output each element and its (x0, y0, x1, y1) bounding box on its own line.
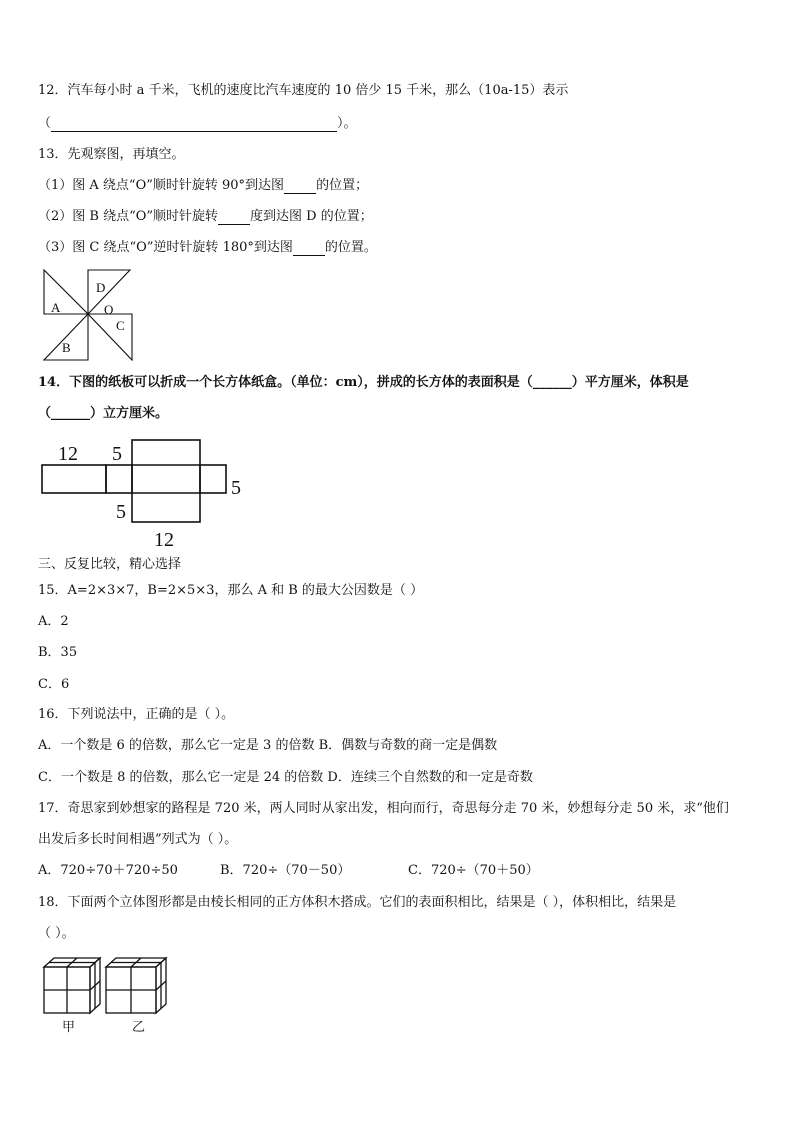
q14-line1: 14．下图的纸板可以折成一个长方体纸盒。（单位：cm），拼成的长方体的表面积是（______）平方厘米，体积是 (38, 375, 689, 390)
q13-item1-text-a: （1）图 A 绕点“O”顺时针旋转 90°到达图 (38, 178, 285, 193)
q13-item2-text-b: 度到达图 D 的位置； (250, 209, 373, 224)
dim-label-bottom: 12 (154, 529, 174, 551)
label-jia: 甲 (62, 1019, 76, 1034)
q18-line1: 18．下面两个立体图形都是由棱长相同的正方体积木搭成。它们的表面积相比，结果是（ ），体积相比，结果是 (38, 895, 677, 910)
q13-item3 (38, 240, 377, 256)
q14-line2: （______）立方厘米。 (38, 406, 169, 421)
q13-item1-text-b: 的位置； (316, 178, 369, 193)
q15-option-b[interactable]: B．35 (38, 645, 78, 660)
q12-close-paren: ）。 (337, 116, 357, 131)
section3-title: 三、反复比较，精心选择 (38, 557, 182, 572)
label-d: D (96, 280, 106, 295)
q13-item3-text-a: （3）图 C 绕点“O”逆时针旋转 180°到达图 (38, 240, 293, 255)
q13-rotation-figure (38, 268, 138, 364)
q15-option-a[interactable]: A．2 (38, 614, 69, 629)
net-left-face (42, 465, 106, 493)
q13-item1 (38, 178, 368, 194)
net-right-face (200, 465, 226, 493)
label-b: B (62, 340, 71, 355)
q13-title: 13．先观察图，再填空。 (38, 147, 185, 162)
q16-options-row2[interactable]: C．一个数是 8 的倍数，那么它一定是 24 的倍数 D．连续三个自然数的和一定是奇数 (38, 770, 533, 785)
q12-answer-line (38, 116, 357, 132)
q18-cube-figures (40, 955, 180, 1035)
net-side-face (106, 465, 132, 493)
q17-option-c[interactable]: C．720÷（70＋50） (408, 863, 539, 878)
dim-label-right: 5 (231, 477, 241, 499)
q12-open-paren: （ (38, 116, 52, 131)
q17-line1: 17．奇思家到妙想家的路程是 720 米，两人同时从家出发，相向而行，奇思每分走 70 米，妙想每分走 50 米，求“他们 (38, 801, 729, 816)
q13-item2 (38, 209, 373, 225)
label-yi: 乙 (132, 1019, 146, 1034)
q13-item3-text-b: 的位置。 (324, 240, 377, 255)
q15-option-c[interactable]: C．6 (38, 677, 70, 692)
q16-options-row1[interactable]: A．一个数是 6 的倍数，那么它一定是 3 的倍数 B．偶数与奇数的商一定是偶数 (38, 738, 498, 753)
label-a: A (51, 300, 61, 315)
q13-item1-blank[interactable] (284, 179, 316, 194)
dim-label-top-mid: 5 (112, 443, 122, 465)
cube-figure-jia (44, 958, 100, 1013)
q18-line2: （ ）。 (38, 926, 75, 941)
q16-stem: 16．下列说法中，正确的是（ ）。 (38, 707, 235, 722)
dim-label-bottom-left: 5 (116, 501, 126, 523)
triangle-c-shape (88, 314, 132, 360)
q12-stem: 12．汽车每小时 a 千米，飞机的速度比汽车速度的 10 倍少 15 千米，那么（10a-15）表示 (38, 83, 569, 98)
q13-item2-text-a: （2）图 B 绕点“O”顺时针旋转 (38, 209, 219, 224)
net-center-column (132, 440, 200, 522)
q17-option-a[interactable]: A．720÷70＋720÷50 (38, 863, 178, 878)
q15-stem: 15．A=2×3×7，B=2×5×3，那么 A 和 B 的最大公因数是（ ） (38, 583, 424, 598)
q13-item2-blank[interactable] (218, 210, 250, 225)
dim-label-top-left: 12 (58, 443, 78, 465)
label-c: C (116, 318, 125, 333)
label-o: O (104, 302, 114, 317)
cube-figure-yi (106, 958, 166, 1013)
q14-box-net-figure (36, 436, 256, 552)
q17-option-b[interactable]: B．720÷（70－50） (220, 863, 351, 878)
q17-line2: 出发后多长时间相遇”列式为（ ）。 (38, 832, 238, 847)
q12-answer-blank[interactable] (51, 117, 337, 132)
q13-item3-blank[interactable] (293, 241, 325, 256)
